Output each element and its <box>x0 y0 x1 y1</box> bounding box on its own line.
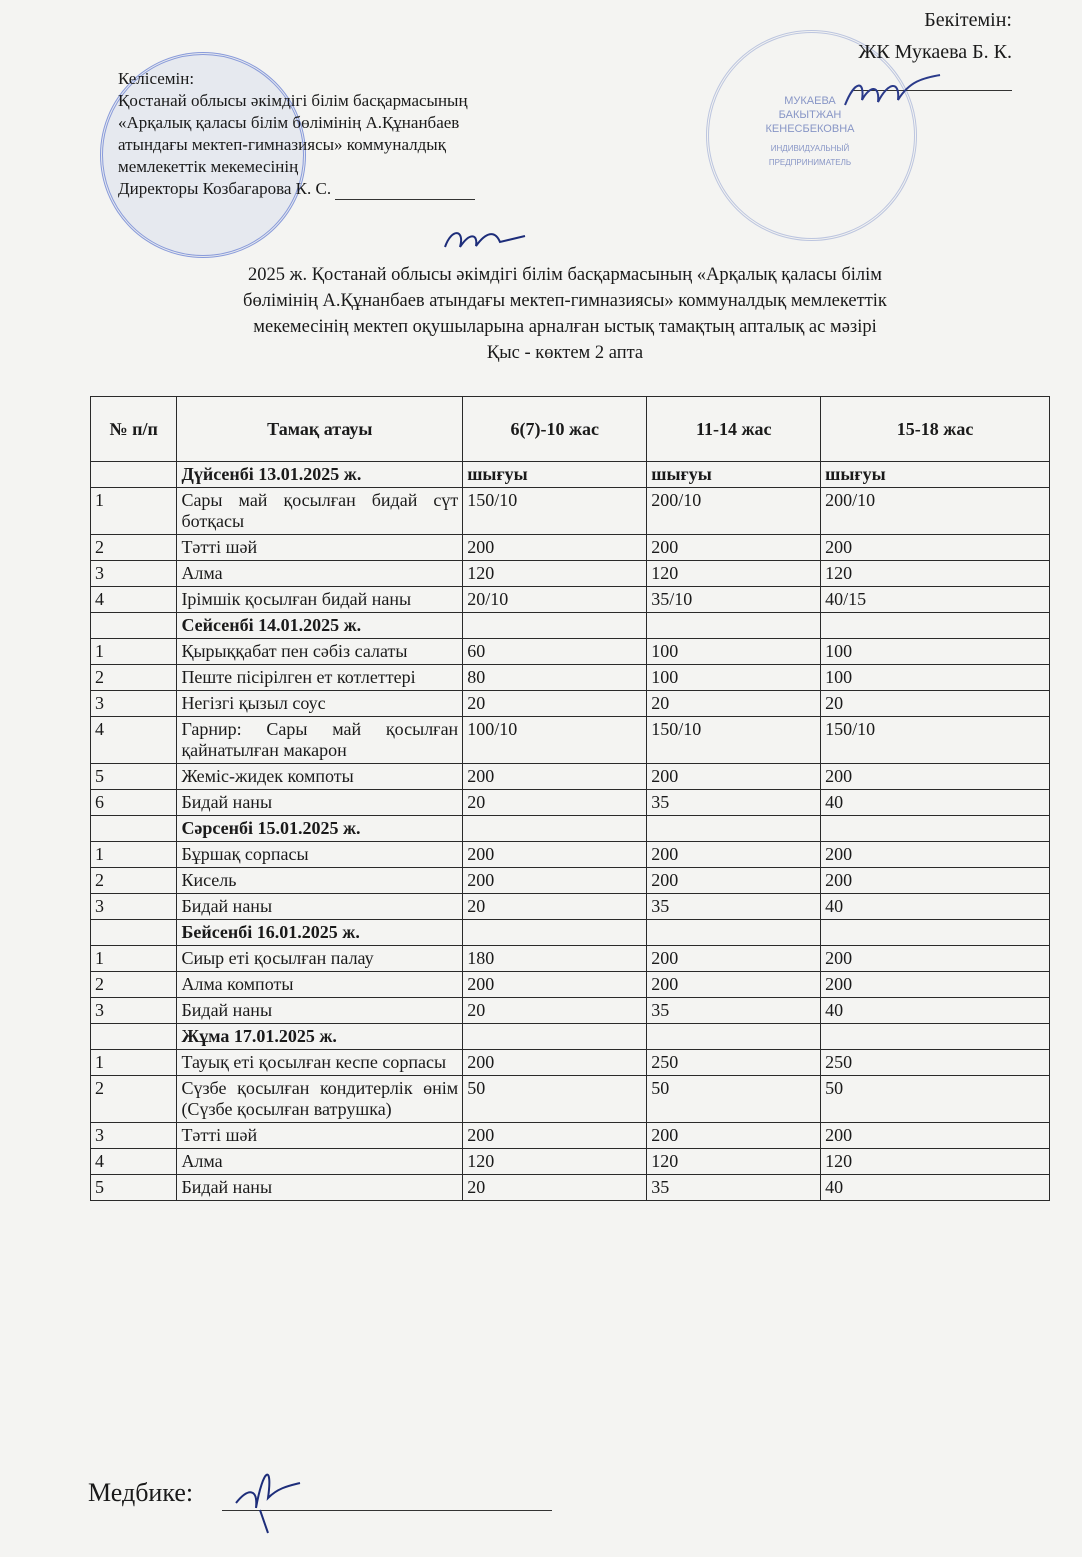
director-name: Директоры Козбагарова К. С. <box>118 179 332 198</box>
output-label <box>647 613 821 639</box>
portion-15-18: 40 <box>821 894 1050 920</box>
day-header-row <box>91 1024 1050 1050</box>
table-row <box>91 842 1050 868</box>
dish-name: Негізгі қызыл соус <box>177 691 463 717</box>
dish-name: Кисель <box>177 868 463 894</box>
portion-6-10: 150/10 <box>463 488 647 535</box>
portion-11-14: 200 <box>647 535 821 561</box>
portion-6-10: 200 <box>463 1123 647 1149</box>
item-number: 2 <box>91 868 177 894</box>
item-number: 4 <box>91 1149 177 1175</box>
item-number: 3 <box>91 561 177 587</box>
table-row <box>91 972 1050 998</box>
portion-11-14: 50 <box>647 1076 821 1123</box>
portion-6-10: 20/10 <box>463 587 647 613</box>
dish-name: Пеште пісірілген ет котлеттері <box>177 665 463 691</box>
portion-15-18: 120 <box>821 561 1050 587</box>
agreement-line: атындағы мектеп-гимназиясы» коммуналдық <box>118 135 446 154</box>
portion-11-14: 20 <box>647 691 821 717</box>
portion-15-18: 200 <box>821 842 1050 868</box>
portion-6-10: 20 <box>463 998 647 1024</box>
portion-6-10: 180 <box>463 946 647 972</box>
dish-name: Бұршақ сорпасы <box>177 842 463 868</box>
portion-11-14: 35 <box>647 1175 821 1201</box>
portion-6-10: 200 <box>463 1050 647 1076</box>
table-row <box>91 639 1050 665</box>
agreement-title: Келісемін: <box>118 69 195 88</box>
dish-name: Бидай наны <box>177 998 463 1024</box>
portion-6-10: 20 <box>463 894 647 920</box>
portion-11-14: 200 <box>647 842 821 868</box>
portion-11-14: 35 <box>647 998 821 1024</box>
output-label <box>463 920 647 946</box>
output-label <box>821 920 1050 946</box>
portion-6-10: 20 <box>463 1175 647 1201</box>
dish-name: Жеміс-жидек компоты <box>177 764 463 790</box>
empty-cell <box>91 920 177 946</box>
dish-name: Тәтті шәй <box>177 1123 463 1149</box>
table-row <box>91 1175 1050 1201</box>
agreement-line: «Арқалық қаласы білім бөлімінің А.Құнанбаев <box>118 113 460 132</box>
portion-6-10: 200 <box>463 868 647 894</box>
dish-name: Тәтті шәй <box>177 535 463 561</box>
item-number: 1 <box>91 488 177 535</box>
portion-11-14: 35/10 <box>647 587 821 613</box>
table-row <box>91 1076 1050 1123</box>
menu-table-body <box>91 462 1050 1201</box>
day-header-row <box>91 816 1050 842</box>
dish-name: Сиыр еті қосылған палау <box>177 946 463 972</box>
day-label: Бейсенбі 16.01.2025 ж. <box>177 920 463 946</box>
table-header-row: № п/п Тамақ атауы 6(7)-10 жас 11-14 жас 15-18 жас <box>91 397 1050 462</box>
table-row <box>91 717 1050 764</box>
portion-15-18: 100 <box>821 639 1050 665</box>
table-row <box>91 764 1050 790</box>
portion-6-10: 80 <box>463 665 647 691</box>
output-label <box>463 1024 647 1050</box>
portion-15-18: 200 <box>821 868 1050 894</box>
item-number: 6 <box>91 790 177 816</box>
portion-15-18: 40 <box>821 790 1050 816</box>
day-label: Сейсенбі 14.01.2025 ж. <box>177 613 463 639</box>
portion-11-14: 100 <box>647 665 821 691</box>
agreement-line: Қостанай облысы әкімдігі білім басқармасының <box>118 91 468 110</box>
table-row <box>91 1050 1050 1076</box>
empty-cell <box>91 816 177 842</box>
nurse-signature <box>228 1458 308 1538</box>
portion-6-10: 120 <box>463 561 647 587</box>
season-label: Қыс - көктем 2 апта <box>486 343 644 363</box>
dish-name: Алма компоты <box>177 972 463 998</box>
portion-11-14: 200/10 <box>647 488 821 535</box>
dish-name: Сүзбе қосылған кондитерлік өнім (Сүзбе қосылған ватрушка) <box>177 1076 463 1123</box>
item-number: 1 <box>91 946 177 972</box>
menu-table <box>90 396 1050 1201</box>
portion-15-18: 50 <box>821 1076 1050 1123</box>
portion-11-14: 100 <box>647 639 821 665</box>
output-label <box>647 1024 821 1050</box>
empty-cell <box>91 613 177 639</box>
table-row <box>91 1149 1050 1175</box>
portion-15-18: 200 <box>821 764 1050 790</box>
output-label <box>647 920 821 946</box>
agreement-block <box>118 68 598 200</box>
portion-6-10: 200 <box>463 764 647 790</box>
table-row <box>91 691 1050 717</box>
table-row <box>91 665 1050 691</box>
portion-15-18: 200 <box>821 946 1050 972</box>
portion-6-10: 60 <box>463 639 647 665</box>
table-row <box>91 868 1050 894</box>
portion-6-10: 200 <box>463 535 647 561</box>
dish-name: Бидай наны <box>177 894 463 920</box>
portion-15-18: 20 <box>821 691 1050 717</box>
item-number: 3 <box>91 894 177 920</box>
portion-11-14: 250 <box>647 1050 821 1076</box>
table-row <box>91 998 1050 1024</box>
item-number: 2 <box>91 972 177 998</box>
table-row <box>91 1123 1050 1149</box>
item-number: 5 <box>91 764 177 790</box>
portion-15-18: 250 <box>821 1050 1050 1076</box>
output-label <box>821 613 1050 639</box>
portion-6-10: 200 <box>463 842 647 868</box>
agreement-line: мемлекеттік мекемесінің <box>118 157 299 176</box>
output-label <box>463 613 647 639</box>
item-number: 1 <box>91 1050 177 1076</box>
menu-title: 2025 ж. Қостанай облысы әкімдігі білім басқармасының «Арқалық қаласы білім бөлімінің А.Құнанбаев атындағы мектеп-гимназиясы» коммуналдық мемлекеттік мекемесінің мектеп оқушыларына арналған ыстық тамақтың апталық ас мәзірі Қыс - көктем 2 апта <box>150 262 980 366</box>
item-number: 2 <box>91 665 177 691</box>
dish-name: Тауық еті қосылған кеспе сорпасы <box>177 1050 463 1076</box>
portion-15-18: 200 <box>821 972 1050 998</box>
portion-15-18: 200/10 <box>821 488 1050 535</box>
day-header-row <box>91 462 1050 488</box>
day-header-row <box>91 613 1050 639</box>
item-number: 2 <box>91 1076 177 1123</box>
portion-15-18: 100 <box>821 665 1050 691</box>
item-number: 1 <box>91 842 177 868</box>
portion-11-14: 200 <box>647 764 821 790</box>
portion-11-14: 120 <box>647 1149 821 1175</box>
output-label <box>463 816 647 842</box>
nurse-label: Медбике: <box>88 1478 194 1507</box>
portion-11-14: 35 <box>647 894 821 920</box>
portion-11-14: 200 <box>647 972 821 998</box>
table-row <box>91 488 1050 535</box>
portion-11-14: 200 <box>647 1123 821 1149</box>
dish-name: Сары май қосылған бидай сүт ботқасы <box>177 488 463 535</box>
day-label: Сәрсенбі 15.01.2025 ж. <box>177 816 463 842</box>
portion-11-14: 35 <box>647 790 821 816</box>
portion-15-18: 200 <box>821 1123 1050 1149</box>
table-row <box>91 587 1050 613</box>
item-number: 5 <box>91 1175 177 1201</box>
item-number: 3 <box>91 691 177 717</box>
director-signature-line <box>335 183 475 200</box>
portion-6-10: 100/10 <box>463 717 647 764</box>
portion-6-10: 20 <box>463 790 647 816</box>
item-number: 1 <box>91 639 177 665</box>
day-label: Дүйсенбі 13.01.2025 ж. <box>177 462 463 488</box>
director-signature <box>440 222 530 258</box>
item-number: 2 <box>91 535 177 561</box>
portion-15-18: 150/10 <box>821 717 1050 764</box>
output-label: шығуы <box>821 462 1050 488</box>
portion-15-18: 120 <box>821 1149 1050 1175</box>
table-row <box>91 790 1050 816</box>
dish-name: Алма <box>177 561 463 587</box>
table-row <box>91 894 1050 920</box>
empty-cell <box>91 462 177 488</box>
table-row <box>91 561 1050 587</box>
portion-11-14: 120 <box>647 561 821 587</box>
portion-6-10: 200 <box>463 972 647 998</box>
portion-11-14: 200 <box>647 946 821 972</box>
portion-6-10: 120 <box>463 1149 647 1175</box>
item-number: 3 <box>91 998 177 1024</box>
portion-15-18: 40/15 <box>821 587 1050 613</box>
day-label: Жұма 17.01.2025 ж. <box>177 1024 463 1050</box>
portion-11-14: 150/10 <box>647 717 821 764</box>
approval-title: Бекітемін: <box>924 9 1012 31</box>
entrepreneur-stamp-text: МУКАЕВА БАКЫТЖАН КЕНЕСБЕКОВНА ИНДИВИДУАЛЬНЫЙ ПРЕДПРИНИМАТЕЛЬ <box>765 95 855 167</box>
approval-signature <box>840 70 950 120</box>
output-label <box>821 816 1050 842</box>
table-row <box>91 946 1050 972</box>
dish-name: Алма <box>177 1149 463 1175</box>
table-row <box>91 535 1050 561</box>
output-label: шығуы <box>463 462 647 488</box>
portion-6-10: 20 <box>463 691 647 717</box>
item-number: 4 <box>91 717 177 764</box>
item-number: 3 <box>91 1123 177 1149</box>
portion-6-10: 50 <box>463 1076 647 1123</box>
dish-name: Бидай наны <box>177 790 463 816</box>
empty-cell <box>91 1024 177 1050</box>
portion-15-18: 40 <box>821 998 1050 1024</box>
output-label <box>647 816 821 842</box>
dish-name: Қырыққабат пен сәбіз салаты <box>177 639 463 665</box>
portion-11-14: 200 <box>647 868 821 894</box>
portion-15-18: 200 <box>821 535 1050 561</box>
dish-name: Бидай наны <box>177 1175 463 1201</box>
portion-15-18: 40 <box>821 1175 1050 1201</box>
item-number: 4 <box>91 587 177 613</box>
dish-name: Гарнир: Сары май қосылған қайнатылған макарон <box>177 717 463 764</box>
dish-name: Ірімшік қосылған бидай наны <box>177 587 463 613</box>
day-header-row <box>91 920 1050 946</box>
approval-name: ЖК Мукаева Б. К. <box>858 41 1012 63</box>
output-label: шығуы <box>647 462 821 488</box>
output-label <box>821 1024 1050 1050</box>
